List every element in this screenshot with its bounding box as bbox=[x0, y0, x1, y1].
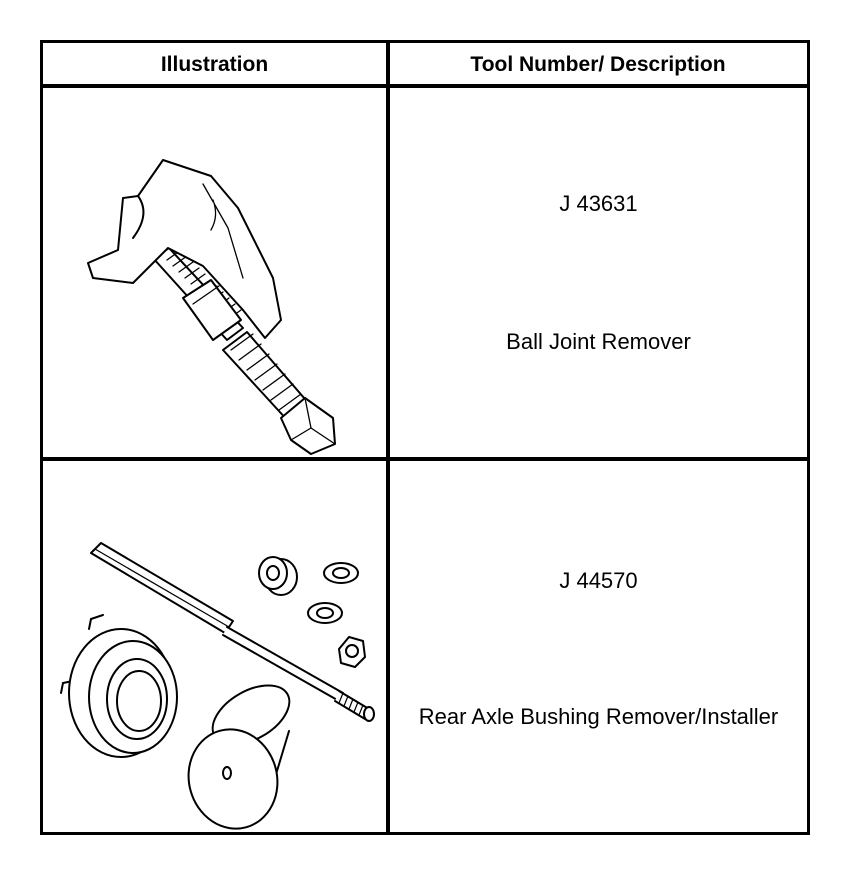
ball-joint-remover-icon bbox=[43, 88, 386, 457]
row-2-illustration bbox=[43, 461, 386, 832]
rear-axle-bushing-tool-icon bbox=[43, 461, 386, 832]
row-1-tool-number: J 43631 bbox=[559, 191, 638, 216]
row-2-tool-number: J 44570 bbox=[559, 568, 638, 593]
row-2-description: Rear Axle Bushing Remover/Installer bbox=[418, 704, 779, 729]
header-tool-description: Tool Number/ Description bbox=[470, 52, 726, 76]
row-1-illustration bbox=[43, 88, 386, 457]
row-1-description: Ball Joint Remover bbox=[506, 329, 691, 354]
header-illustration: Illustration bbox=[160, 52, 269, 76]
tool-table bbox=[40, 40, 810, 835]
